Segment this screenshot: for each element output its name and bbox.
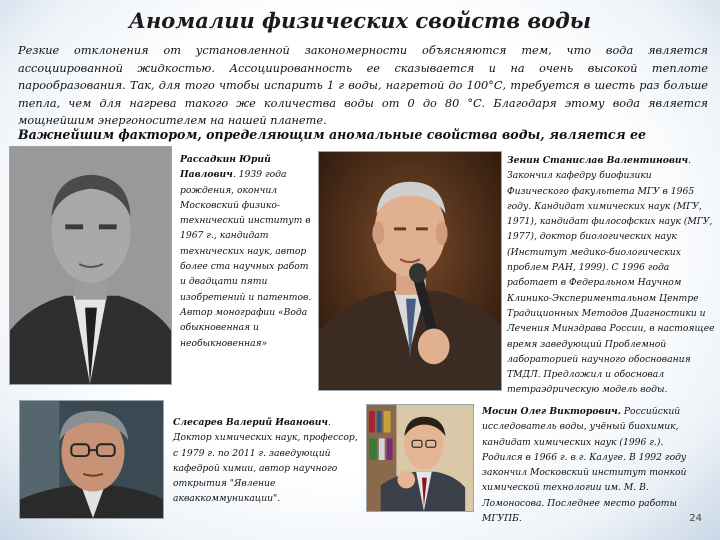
bio-name: Мосин Олег Викторович. xyxy=(482,406,621,417)
bio-zenin xyxy=(507,153,715,398)
bio-rassadkin xyxy=(180,152,314,351)
bio-text: . Доктор химических наук, профессор, с 1979 г. по 2011 г. заведующий кафедрой химии, автор научного открытия "Явление акваккоммуникации". xyxy=(173,417,358,505)
bio-name: Зенин Станислав Валентинович xyxy=(507,155,689,166)
bio-name: Слесарев Валерий Иванович xyxy=(173,417,328,428)
bio-text: . Закончил кафедру биофизики Физического факультета МГУ в 1965 году. Кандидат химических наук (МГУ, 1971), кандидат философских наук (МГУ, 1977), доктор биологических наук (Институт медико-биологических проблем РАН, 1999). С 1996 года работает в Федеральном Научном Клинико-Экспериментальном Центре Традиционных Методов Диагностики и Лечения Минздрава России, в настоящее время заведующий Проблемной лабораторией научного обоснования ТМДЛ. Предложил и обосновал тетраэдрическую модель воды. xyxy=(507,155,715,396)
bio-name: Рассадкин Юрий Павлович xyxy=(180,154,271,181)
portrait-mosin xyxy=(366,404,474,512)
bio-text: . 1939 года рождения, окончил Московский физико-технический институт в 1967 г., кандидат технических наук, автор более ста научных работ и двадцати пяти изобретений и патентов. Автор монографии «Вода обыкновенная и необыкновенная» xyxy=(180,169,312,349)
portrait-rassadkin xyxy=(9,146,172,385)
portrait-slesarev xyxy=(19,400,164,519)
bio-slesarev xyxy=(173,415,359,507)
key-statement: Важнейшим фактором, определяющим аномальные свойства воды, является ее xyxy=(18,127,647,142)
intro-paragraph: Резкие отклонения от установленной закономерности объясняются тем, что вода является ассоциированной жидкостью. Ассоциированность ее сказывается и на очень высокой теплоте парообразования. Так, для того чтобы испарить 1 г воды, нагретой до 100°С, требуется в шесть раз больше тепла, чем для нагрева такого же количества воды от 0 до 80 °С. Благодаря этому вода является мощнейшим энергоносителем на нашей планете. xyxy=(18,44,708,127)
page-number: 24 xyxy=(689,513,702,524)
bio-text: Российский исследователь воды, учёный биохимик, кандидат химических наук (1996 г.). Родился в 1966 г. в г. Калуге. В 1992 году закончил Московский институт тонкой химической технологии им. М. В. Ломоносова. Последнее место работы МГУПБ. xyxy=(482,406,687,525)
portrait-zenin xyxy=(318,151,502,391)
slide-title: Аномалии физических свойств воды xyxy=(128,8,592,33)
bio-mosin xyxy=(482,404,690,526)
